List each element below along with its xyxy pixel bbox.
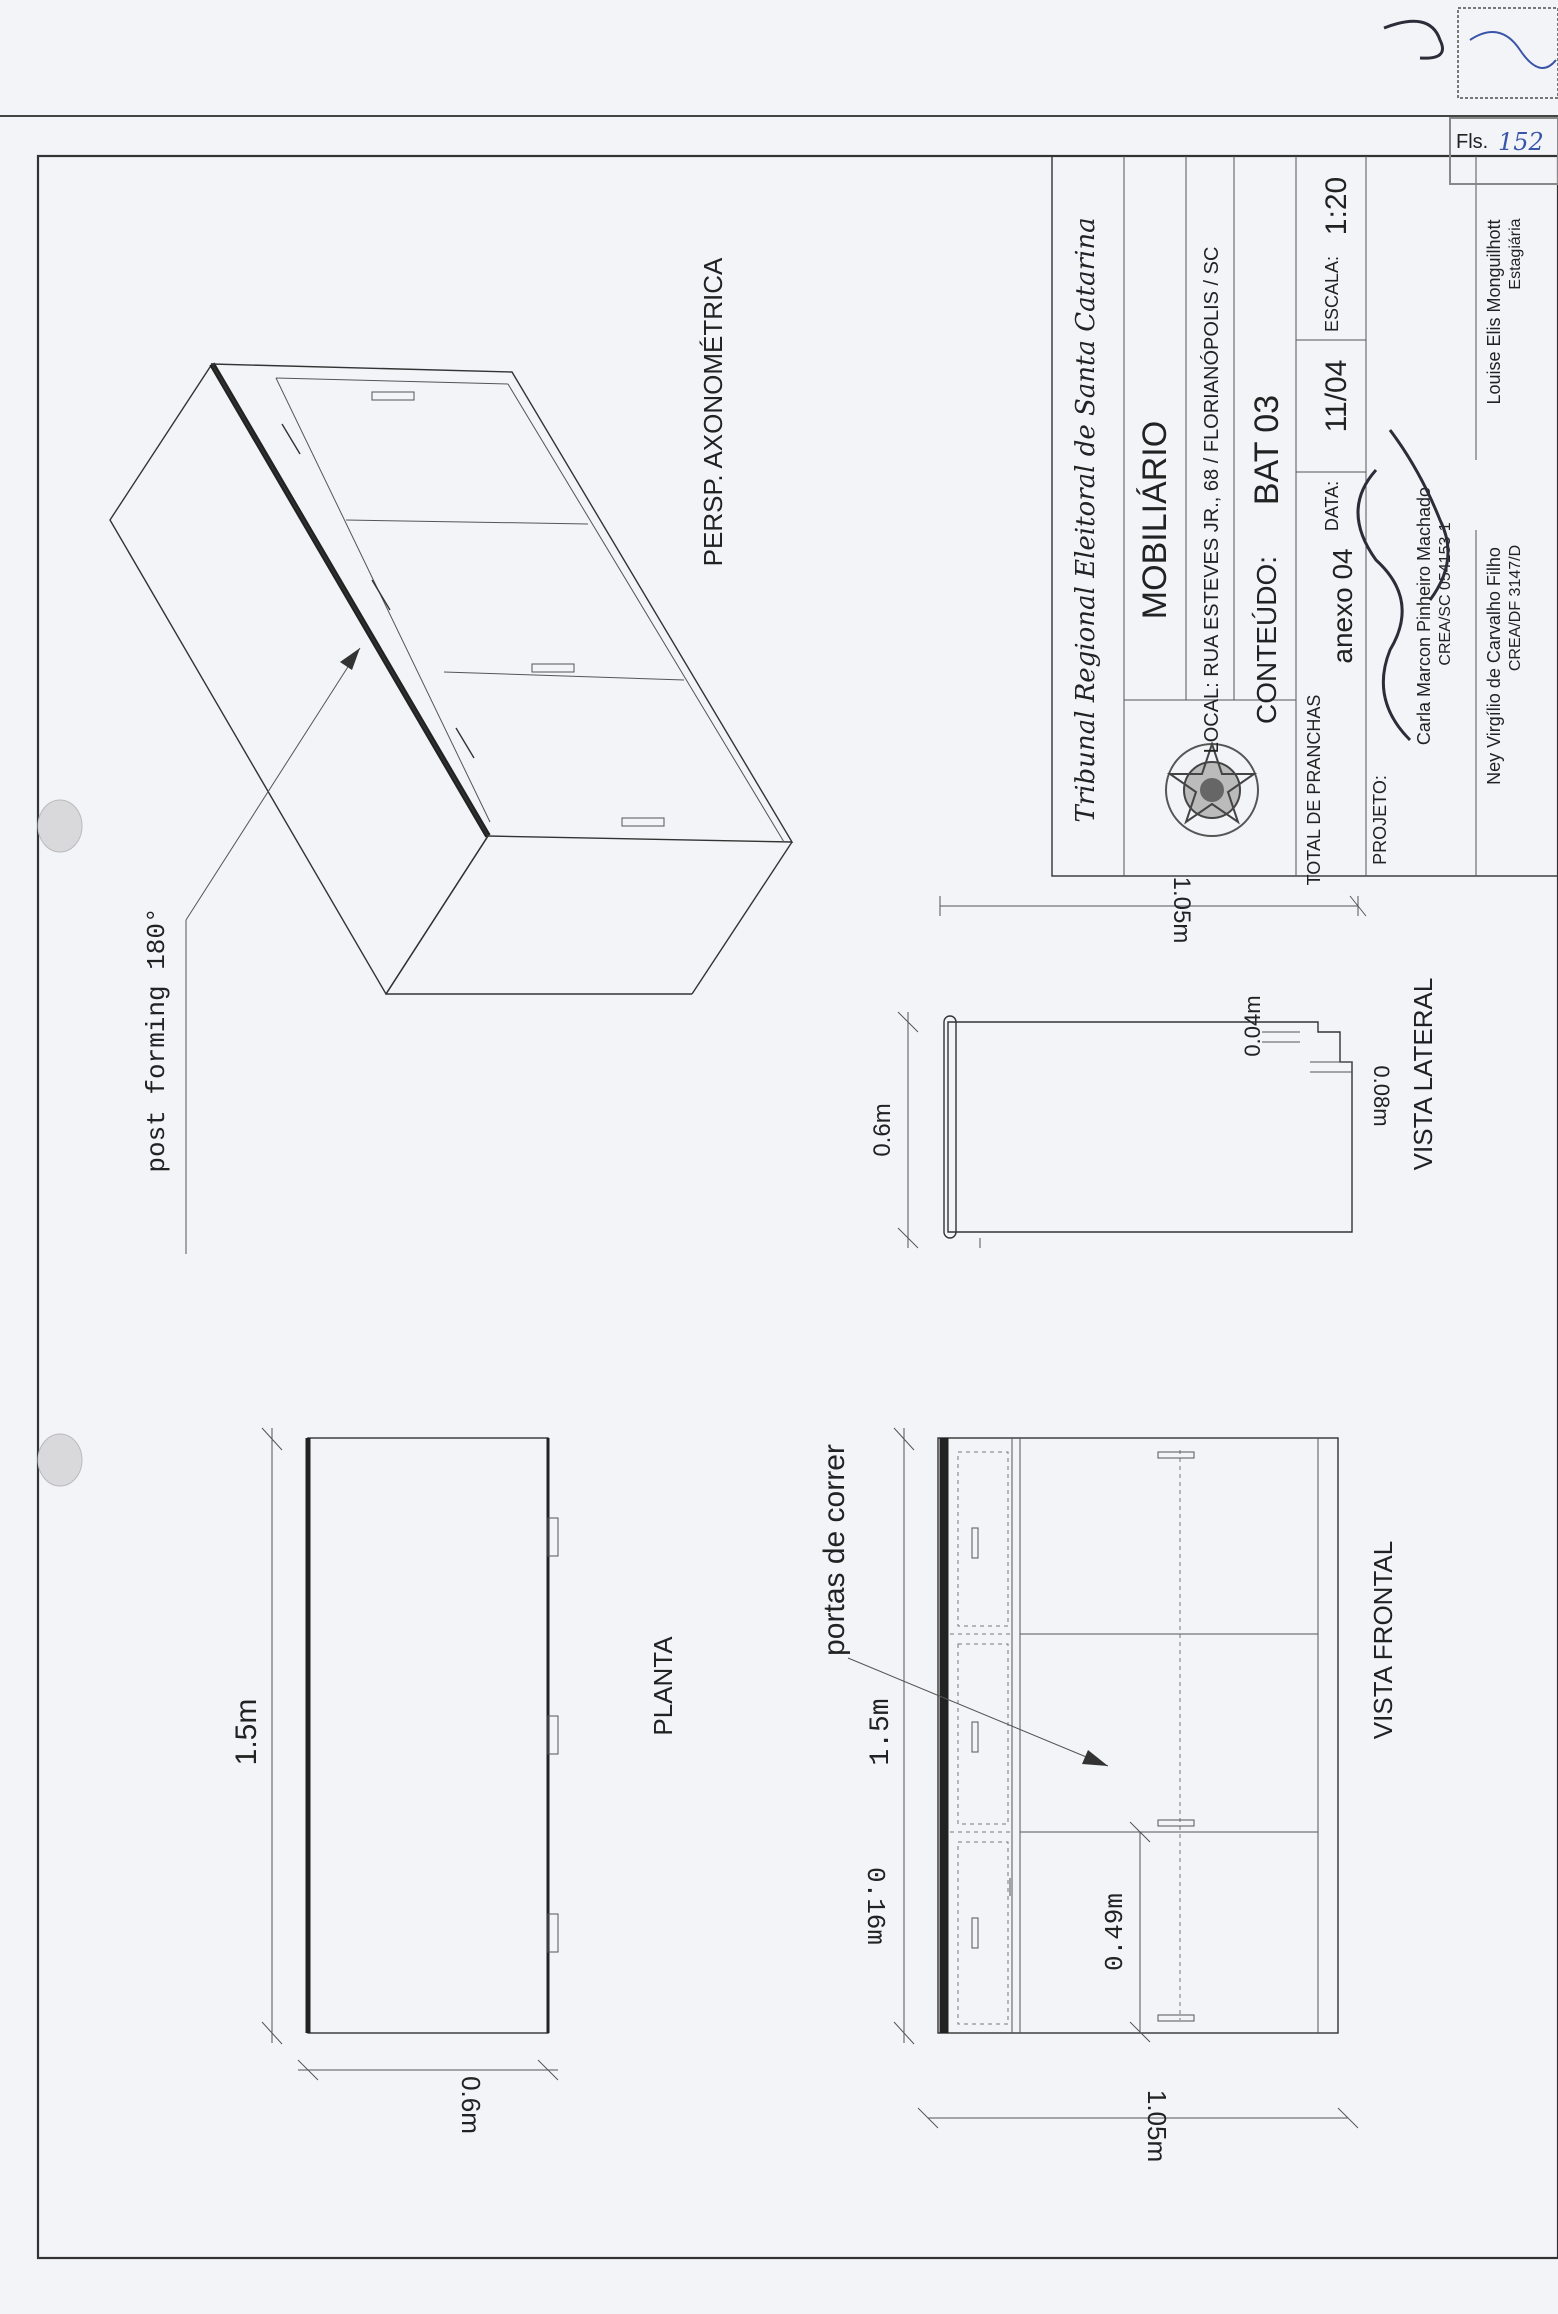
fls-label: Fls. <box>1456 131 1489 153</box>
vista-lateral-drawing <box>898 896 1366 1248</box>
person-registration: Estagiária <box>1507 218 1524 290</box>
post-forming-note: post forming 180° <box>142 907 172 1173</box>
fls-value: 152 <box>1498 128 1544 156</box>
lateral-dim-b: 0.08m <box>1369 1065 1394 1127</box>
portas-de-correr-note: portas de correr <box>818 1444 851 1656</box>
local-address: LOCAL: RUA ESTEVES JR., 68 / FLORIANÓPOLIS / SC <box>1201 246 1223 754</box>
lateral-depth-dim: 0.6m <box>869 1103 896 1157</box>
lateral-dim-a: 0.04m <box>1240 995 1265 1057</box>
lateral-height-dim: 1.05m <box>1168 876 1195 944</box>
vista-lateral-title: VISTA LATERAL <box>1408 977 1438 1171</box>
planta-title: PLANTA <box>648 1636 678 1736</box>
planta-drawing <box>262 1428 558 2080</box>
total-pranchas-label: TOTAL DE PRANCHAS <box>1304 694 1324 886</box>
person-name: Louise Elis Monguilhott <box>1484 219 1504 405</box>
projeto-label: PROJETO: <box>1370 775 1390 865</box>
frontal-top-gap-dim: 0.16m <box>860 1866 890 1946</box>
planta-width-dim: 1.5m <box>230 1698 263 1766</box>
escala-value: 1:20 <box>1320 176 1353 236</box>
vista-frontal-title: VISTA FRONTAL <box>1368 1540 1398 1740</box>
escala-label: ESCALA: <box>1322 255 1342 333</box>
frontal-door-dim: 0.49m <box>1100 1892 1130 1972</box>
coat-of-arms-icon <box>1166 744 1258 836</box>
frontal-width-dim: 1.5m <box>866 1698 897 1766</box>
vista-frontal-drawing <box>848 1428 1358 2128</box>
person-registration: CREA/SC 054153-1 <box>1437 522 1454 666</box>
data-value: 11/04 <box>1320 359 1353 433</box>
data-label: DATA: <box>1322 480 1342 532</box>
person-name: Carla Marcon Pinheiro Machado <box>1414 486 1434 746</box>
perspectiva-title: PERSP. AXONOMÉTRICA <box>698 257 728 567</box>
person-registration: CREA/DF 3147/D <box>1507 544 1524 672</box>
protocol-stamp <box>1384 8 1558 184</box>
punch-hole-icon <box>38 1434 82 1486</box>
punch-hole-icon <box>38 800 82 852</box>
sheet-frame <box>38 156 1558 2258</box>
planta-depth-dim: 0.6m <box>456 2076 486 2134</box>
person-name: Ney Virgílio de Carvalho Filho <box>1484 547 1504 785</box>
institution-name: Tribunal Regional Eleitoral de Santa Catarina <box>1071 217 1101 823</box>
conteudo-label: CONTEÚDO: <box>1251 556 1282 724</box>
frontal-height-dim: 1.05m <box>1142 2089 1172 2163</box>
drawing-title: MOBILIÁRIO <box>1136 420 1174 620</box>
conteudo-value: BAT 03 <box>1248 394 1286 506</box>
total-pranchas-value: anexo 04 <box>1327 548 1358 664</box>
perspectiva-drawing <box>110 364 792 1254</box>
